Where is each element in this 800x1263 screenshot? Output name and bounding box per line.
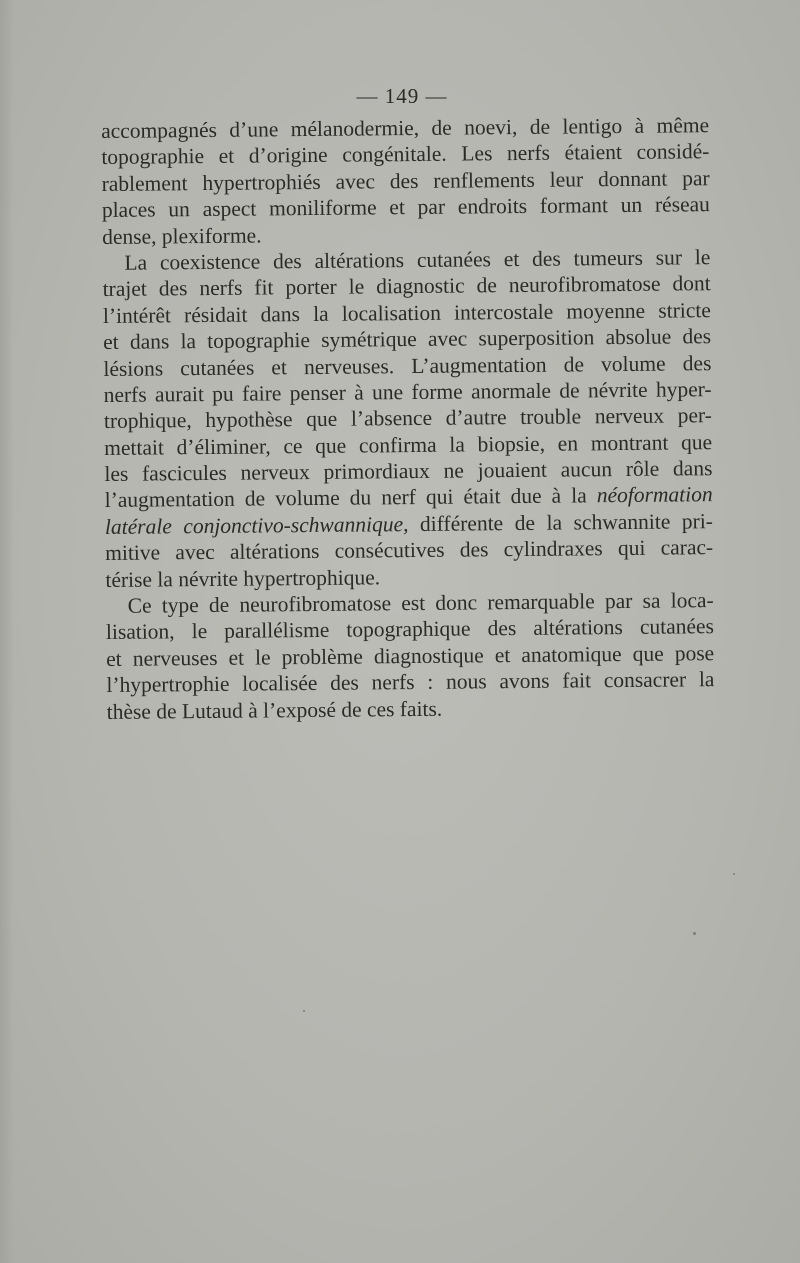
text-line: lésions cutanées et nerveuses. L’augmentation de volume des <box>103 350 712 381</box>
text-line: térise la névrite hypertrophique. <box>105 564 381 592</box>
text-segment: l’augmentation de volume du nerf qui était due à la <box>104 483 587 513</box>
text-line: Ce type de neurofibromatose est donc remarquable par sa loca- <box>127 588 714 618</box>
page-number: — 149 — <box>356 84 448 108</box>
text-line: et dans la topographie symétrique avec superposition absolue des <box>103 324 712 355</box>
text-line: mitive avec altérations consécutives des cylindraxes qui carac- <box>105 535 714 566</box>
text-line: nerfs aurait pu faire penser à une forme anormale de névrite hyper- <box>103 377 712 407</box>
italic-term: néoformation <box>596 482 713 508</box>
text-line: l’hypertrophie localisée des nerfs : nous avons fait consacrer la <box>106 667 715 698</box>
text-line: topographie et d’origine congénitale. Les nerfs étaient considé- <box>101 139 710 170</box>
text-line: trajet des nerfs fit porter le diagnostic de neurofibromatose dont <box>102 271 711 302</box>
text-line: mettait d’éliminer, ce que confirma la biopsie, en montrant que <box>104 429 713 460</box>
paper-speck <box>693 932 696 935</box>
italic-term: latérale conjonctivo-schwannique, <box>104 511 409 539</box>
text-line: thèse de Lutaud à l’exposé de ces faits. <box>106 696 443 724</box>
paper-speck <box>303 1010 305 1012</box>
text-line: lisation, le parallélisme topographique des altérations cutanées <box>105 614 715 645</box>
body-text <box>101 112 715 725</box>
page-gutter-shadow <box>0 0 14 1263</box>
text-line: et nerveuses et le problème diagnostique et anatomique que pose <box>106 640 715 671</box>
paper-speck <box>733 873 735 875</box>
text-line: dense, plexiforme. <box>102 223 262 249</box>
text-line: rablement hypertrophiés avec des renflements leur donnant par <box>101 165 710 196</box>
text-line: trophique, hypothèse que l’absence d’autre trouble nerveux per- <box>103 403 712 434</box>
text-line: l’intérêt résidait dans la localisation intercostale moyenne stricte <box>102 297 711 328</box>
text-line: La coexistence des altérations cutanées et des tumeurs sur le <box>124 245 711 275</box>
text-line: les fascicules nerveux primordiaux ne jouaient aucun rôle dans <box>104 456 713 487</box>
text-line: accompagnés d’une mélanodermie, de noevi, de lentigo à même <box>101 113 710 143</box>
text-segment: différente de la schwannite pri- <box>419 509 714 536</box>
text-line: places un aspect moniliforme et par endroits formant un réseau <box>101 192 710 223</box>
